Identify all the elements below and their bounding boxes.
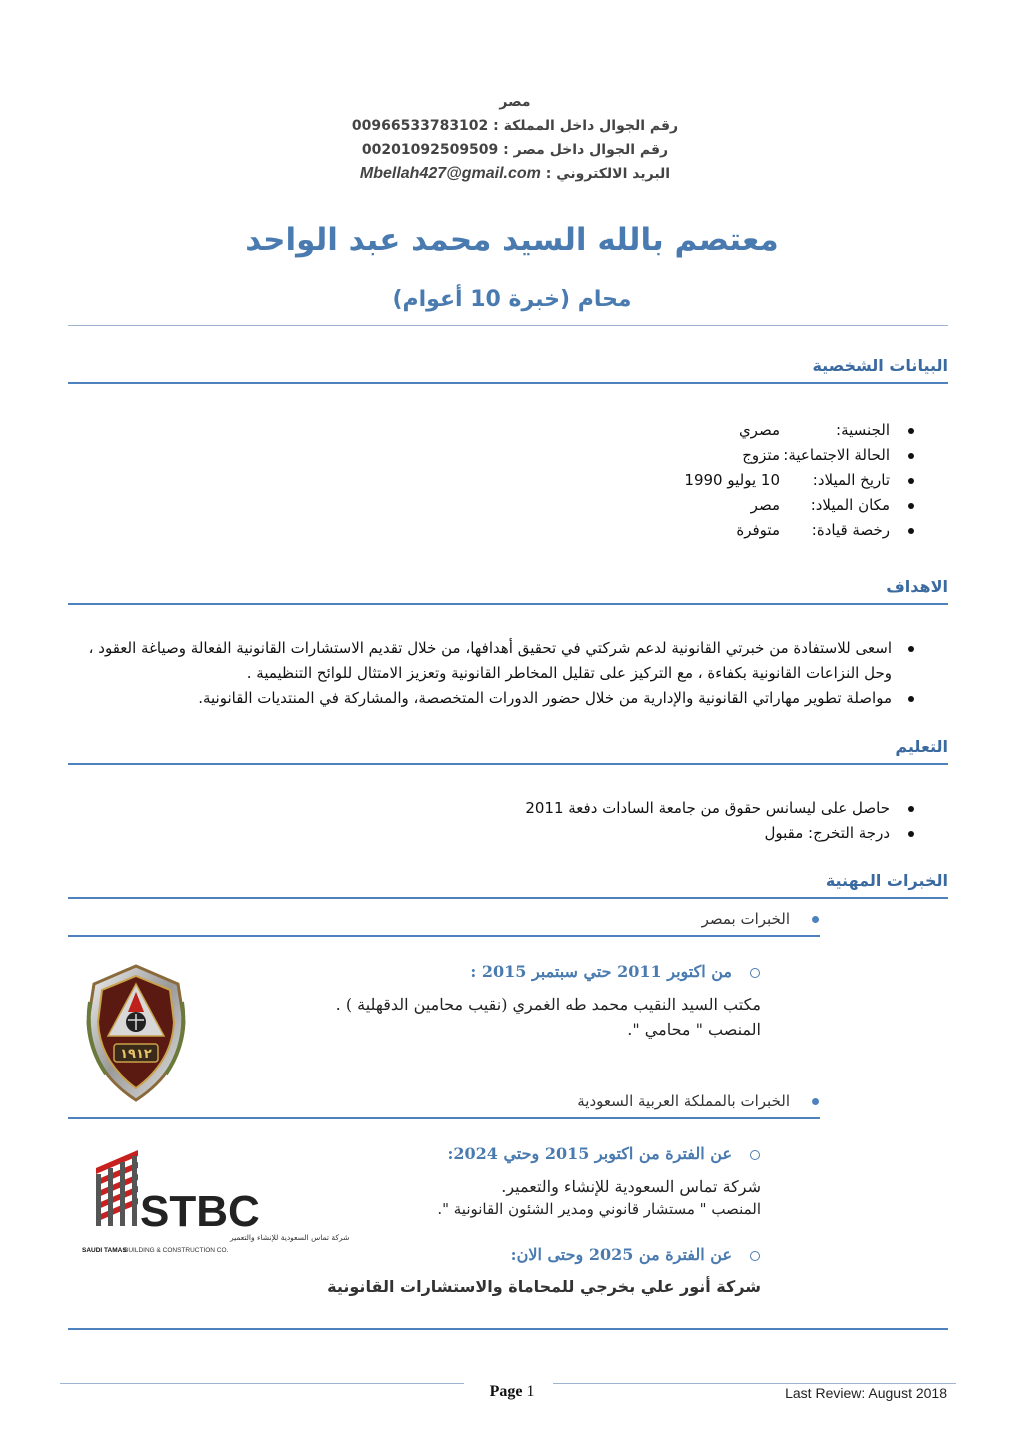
bullet-icon — [908, 696, 914, 702]
list-item: الجنسية:مصري — [684, 418, 914, 443]
divider — [68, 325, 948, 326]
subheading-ksa: الخبرات بالمملكة العربية السعودية — [577, 1092, 819, 1110]
bullet-icon — [908, 806, 914, 812]
circle-bullet-icon — [750, 968, 760, 978]
circle-bullet-icon — [750, 1251, 760, 1261]
footer-page-number: Page 1 — [489, 1383, 535, 1400]
circle-bullet-icon — [750, 1150, 760, 1160]
logo-english-bold: SAUDI TAMAS — [82, 1247, 127, 1254]
contact-block — [300, 90, 730, 186]
bullet-icon — [908, 831, 914, 837]
divider — [68, 382, 948, 384]
education-list — [525, 796, 914, 846]
footer-last-review: Last Review: August 2018 — [785, 1385, 947, 1401]
logo-english-text: BUILDING & CONSTRUCTION CO. — [124, 1247, 229, 1254]
period-ksa-1: عن الفترة من اكتوبر 2015 وحتي 2024: — [447, 1144, 760, 1163]
list-item: مكان الميلاد:مصر — [684, 493, 914, 518]
bar-association-logo — [82, 962, 190, 1104]
subheading-egypt: الخبرات بمصر — [702, 910, 819, 928]
list-item: حاصل على ليسانس حقوق من جامعة السادات دفعة 2011 — [525, 796, 914, 821]
position-ksa-1: المنصب " مستشار قانوني ومدير الشئون القانونية ". — [437, 1200, 761, 1218]
employer-ksa-1: شركة تماس السعودية للإنشاء والتعمير. — [501, 1177, 761, 1196]
section-heading-goals: الاهداف — [886, 577, 948, 596]
footer-rule — [60, 1383, 464, 1384]
contact-phone-ksa: رقم الجوال داخل المملكة : 00966533783102 — [351, 118, 679, 134]
bullet-icon — [908, 528, 914, 534]
divider — [68, 763, 948, 765]
employer-egypt: مكتب السيد النقيب محمد طه الغمري (نقيب محامين الدقهلية ) . — [335, 995, 761, 1014]
divider — [68, 935, 820, 937]
goals-list — [69, 636, 914, 711]
contact-phone-egypt: رقم الجوال داخل مصر : 00201092509509 — [361, 142, 669, 158]
list-item: رخصة قيادة:متوفرة — [684, 518, 914, 543]
section-heading-personal: البيانات الشخصية — [812, 356, 948, 375]
candidate-title: محام (خبرة 10 أعوام) — [392, 287, 632, 312]
bullet-icon — [908, 428, 914, 434]
bullet-icon — [908, 646, 914, 652]
section-heading-experience: الخبرات المهنية — [825, 871, 948, 890]
stbc-logo — [78, 1148, 350, 1260]
period-egypt: من اكتوبر 2011 حتي سبتمبر 2015 : — [470, 962, 760, 981]
position-egypt: المنصب " محامي ". — [627, 1020, 761, 1039]
candidate-name: معتصم بالله السيد محمد عبد الواحد — [245, 222, 779, 258]
logo-year: ١٩١٢ — [120, 1047, 152, 1062]
bullet-icon — [812, 916, 819, 923]
email-link[interactable]: Mbellah427@gmail.com — [359, 165, 541, 182]
list-item: اسعى للاستفادة من خبرتي القانونية لدعم شركتي في تحقيق أهدافها، من خلال تقديم الاستشارات القانونية الفعالة وصياغة العقود ، وحل النزاعات القانونية بكفاءة ، مع التركيز على تقليل المخاطر القانونية وتعزيز الامتثال للوائح التنظيمية . — [69, 636, 914, 686]
logo-wordmark: STBC — [140, 1187, 260, 1236]
personal-list — [684, 418, 914, 543]
divider — [68, 603, 948, 605]
section-heading-education: التعليم — [895, 737, 948, 756]
bullet-icon — [908, 478, 914, 484]
divider — [68, 1328, 948, 1330]
list-item: تاريخ الميلاد:10 يوليو 1990 — [684, 468, 914, 493]
bullet-icon — [908, 453, 914, 459]
bullet-icon — [908, 503, 914, 509]
divider — [68, 1117, 820, 1119]
list-item: درجة التخرج: مقبول — [525, 821, 914, 846]
contact-email: البريد الالكتروني : Mbellah427@gmail.com — [359, 165, 671, 182]
bullet-icon — [812, 1098, 819, 1105]
period-ksa-2: عن الفترة من 2025 وحتى الان: — [511, 1245, 760, 1264]
list-item: الحالة الاجتماعية:متزوج — [684, 443, 914, 468]
list-item: مواصلة تطوير مهاراتي القانونية والإدارية من خلال حضور الدورات المتخصصة، والمشاركة في المنتديات القانونية. — [69, 686, 914, 711]
divider — [68, 897, 948, 899]
footer-rule — [553, 1383, 956, 1384]
logo-arabic-text: شركة تماس السعودية للإنشاء والتعمير — [230, 1233, 350, 1242]
employer-ksa-2: شركة أنور علي بخرجي للمحاماة والاستشارات القانونية — [327, 1277, 761, 1296]
contact-country: مصر — [499, 94, 531, 110]
